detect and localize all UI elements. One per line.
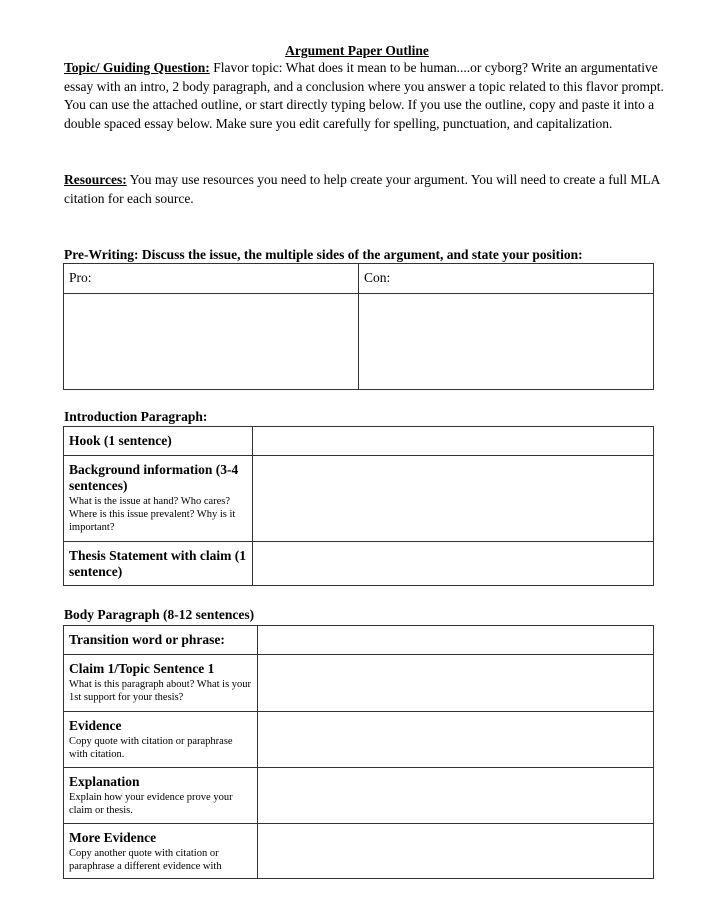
body-answer-cell[interactable] (258, 626, 654, 655)
row-hint: Copy another quote with citation or paraphrase a different evidence with (69, 848, 222, 872)
body-heading: Body Paragraph (8-12 sentences) (64, 607, 255, 622)
intro-label-cell (64, 456, 253, 542)
body-answer-cell[interactable] (258, 824, 654, 879)
topic-label: Topic/ Guiding Question: (64, 60, 210, 75)
pro-answer-cell[interactable] (64, 294, 359, 390)
con-header-cell (359, 264, 654, 294)
intro-answer-cell[interactable] (253, 542, 654, 586)
row-label: Transition word or phrase: (69, 632, 225, 647)
prewriting-heading: Pre-Writing: Discuss the issue, the multiple sides of the argument, and state your position: (64, 247, 583, 262)
hook-answer[interactable] (253, 427, 653, 433)
pro-answer[interactable] (64, 294, 358, 300)
row-label: More Evidence (69, 830, 157, 845)
body-answer-cell[interactable] (258, 768, 654, 824)
explanation-answer[interactable] (258, 768, 653, 774)
con-label: Con: (364, 270, 391, 285)
more-evidence-answer[interactable] (258, 824, 653, 830)
con-answer[interactable] (359, 294, 653, 300)
introduction-table (63, 426, 654, 586)
row-label: Hook (1 sentence) (69, 433, 172, 448)
resources-text: You may use resources you need to help create your argument. You will need to create a full MLA citation for each source. (64, 172, 660, 206)
thesis-answer[interactable] (253, 542, 653, 548)
intro-label-cell (64, 542, 253, 586)
topic-paragraph (64, 59, 664, 133)
body-label-cell (64, 712, 258, 768)
introduction-heading: Introduction Paragraph: (64, 409, 208, 424)
table-row (64, 655, 654, 712)
pro-con-table (63, 263, 654, 390)
evidence-answer[interactable] (258, 712, 653, 718)
table-row (64, 824, 654, 879)
row-label: Claim 1/Topic Sentence 1 (69, 661, 215, 676)
row-label: Thesis Statement with claim (1 sentence) (69, 548, 246, 579)
resources-label: Resources: (64, 172, 127, 187)
pro-header-cell (64, 264, 359, 294)
row-hint: Copy quote with citation or paraphrase with citation. (69, 736, 233, 760)
topic-text: Flavor topic: What does it mean to be human....or cyborg? Write an argumentative essay with an intro, 2 body paragraph, and a conclusion where you answer a topic related to this flavor prompt. You can use the attached outline, or start directly typing below. If you use the outline, copy and paste it into a double spaced essay below. Make sure you edit carefully for spelling, punctuation, and capitalization. (64, 60, 664, 131)
body-label-cell (64, 824, 258, 879)
body-answer-cell[interactable] (258, 655, 654, 712)
row-hint: What is the issue at hand? Who cares? Where is this issue prevalent? Why is it important? (69, 496, 236, 533)
table-row (64, 456, 654, 542)
intro-answer-cell[interactable] (253, 456, 654, 542)
body-label-cell (64, 626, 258, 655)
intro-answer-cell[interactable] (253, 427, 654, 456)
row-label: Explanation (69, 774, 140, 789)
claim-answer[interactable] (258, 655, 653, 661)
body-paragraph-table (63, 625, 654, 879)
document-title: Argument Paper Outline (285, 43, 429, 58)
body-label-cell (64, 655, 258, 712)
resources-paragraph (64, 171, 664, 208)
body-answer-cell[interactable] (258, 712, 654, 768)
table-row (64, 626, 654, 655)
row-label: Background information (3-4 sentences) (69, 462, 239, 493)
background-answer[interactable] (253, 456, 653, 462)
row-label: Evidence (69, 718, 122, 733)
row-hint: Explain how your evidence prove your claim or thesis. (69, 792, 233, 816)
table-row (64, 427, 654, 456)
transition-answer[interactable] (258, 626, 653, 632)
con-answer-cell[interactable] (359, 294, 654, 390)
intro-label-cell (64, 427, 253, 456)
body-label-cell (64, 768, 258, 824)
table-row (64, 712, 654, 768)
pro-label: Pro: (69, 270, 92, 285)
row-hint: What is this paragraph about? What is your 1st support for your thesis? (69, 679, 252, 703)
table-row (64, 542, 654, 586)
table-row (64, 768, 654, 824)
